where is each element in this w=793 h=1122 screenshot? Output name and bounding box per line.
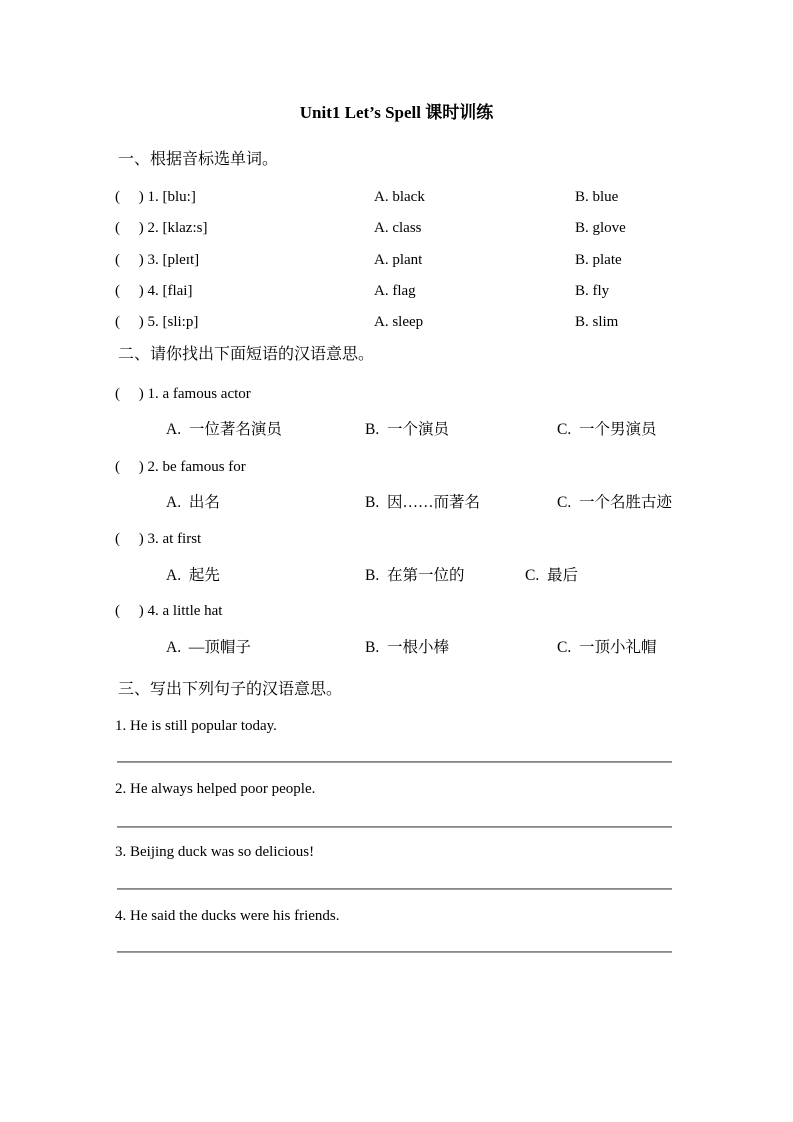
option-a: A. flag [374,283,416,299]
option-a: A. sleep [374,314,424,330]
s2-options-row [0,637,793,658]
section-three-heading: 三、写出下列句子的汉语意思。 [118,681,343,698]
section-three [0,679,793,700]
option-b: B. 一个演员 [365,421,449,438]
s1-question-row [0,312,793,333]
question-label: ( ) 5. [sli:p] [115,314,199,330]
option-a: A. 一位著名演员 [166,421,282,438]
option-b: B. 因……而著名 [365,494,480,511]
question-label: ( ) 3. at first [115,531,202,547]
question-label: ( ) 2. be famous for [115,459,246,475]
s2-question-row [0,601,793,622]
option-b: B. slim [575,314,619,330]
sentence: 3. Beijing duck was so delicious! [115,844,315,860]
option-a: A. plant [374,252,423,268]
s2-options-row [0,419,793,440]
option-b: B. 一根小棒 [365,639,449,656]
s2-options-row [0,565,793,586]
section-one [0,149,793,170]
section-one-heading: 一、根据音标选单词。 [118,151,279,168]
answer-line [117,951,672,953]
option-b: B. plate [575,252,622,268]
question-label: ( ) 1. a famous actor [115,386,251,402]
option-c: C. 一个男演员 [557,421,657,438]
s3-sentence-row [0,779,793,800]
sentence: 1. He is still popular today. [115,718,277,734]
s3-sentence-row [0,842,793,863]
option-a: A. class [374,220,422,236]
s2-options-row [0,492,793,513]
option-a: A. 起先 [166,567,220,584]
s1-question-row [0,218,793,239]
option-c: C. 最后 [525,567,578,584]
question-label: ( ) 3. [pleɪt] [115,252,200,268]
s1-question-row [0,281,793,302]
option-a: A. —顶帽子 [166,639,251,656]
page-title: Unit1 Let’s Spell 课时训练 [299,103,494,122]
sentence: 4. He said the ducks were his friends. [115,908,340,924]
s2-question-row [0,457,793,478]
option-b: B. blue [575,189,619,205]
option-b: B. glove [575,220,626,236]
answer-line [117,888,672,890]
s3-sentence-row [0,716,793,737]
s1-question-row [0,250,793,271]
answer-line [117,761,672,763]
s3-sentence-row [0,906,793,927]
option-a: A. 出名 [166,494,220,511]
option-b: B. fly [575,283,610,299]
sentence: 2. He always helped poor people. [115,781,316,797]
option-c: C. 一顶小礼帽 [557,639,657,656]
question-label: ( ) 1. [blu:] [115,189,196,205]
option-c: C. 一个名胜古迹 [557,494,672,511]
s1-question-row [0,187,793,208]
question-label: ( ) 2. [klaz:s] [115,220,208,236]
section-two-heading: 二、请你找出下面短语的汉语意思。 [118,346,375,363]
question-label: ( ) 4. [flai] [115,283,193,299]
s2-question-row [0,529,793,550]
answer-line [117,826,672,828]
option-a: A. black [374,189,425,205]
section-two [0,344,793,365]
question-label: ( ) 4. a little hat [115,603,223,619]
option-b: B. 在第一位的 [365,567,465,584]
s2-question-row [0,384,793,405]
